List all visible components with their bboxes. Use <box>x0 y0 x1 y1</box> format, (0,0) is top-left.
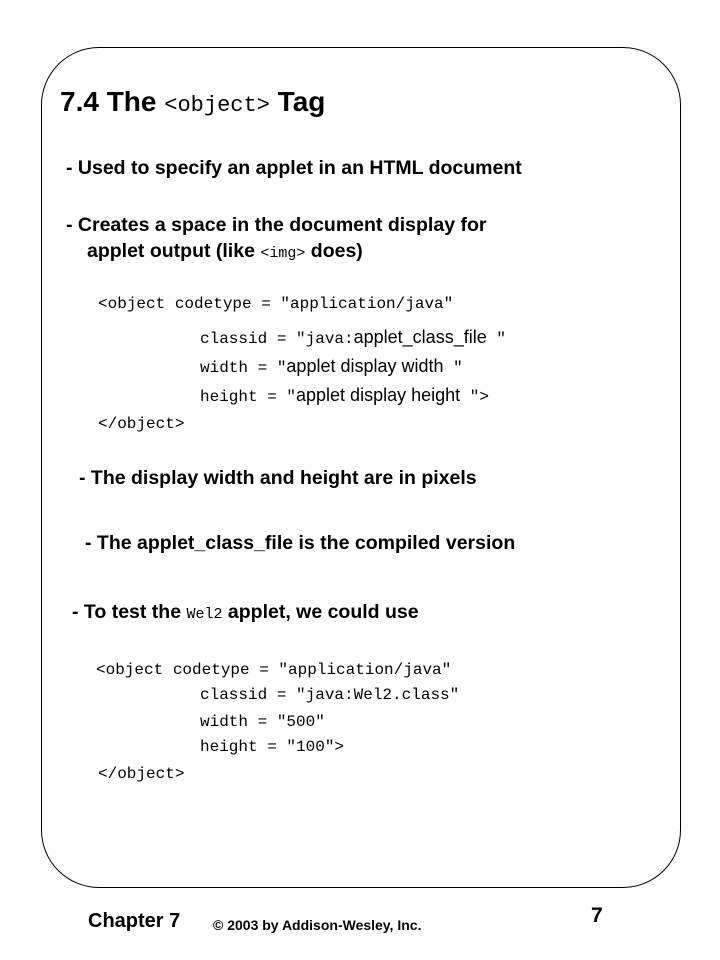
code2-line1: <object codetype = "application/java" <box>96 661 452 679</box>
code2-line4: height = "100"> <box>200 738 345 756</box>
bullet-creates-space-line2: applet output (like <img> does) <box>87 240 363 262</box>
footer-copyright: © 2003 by Addison-Wesley, Inc. <box>213 917 422 933</box>
page-number: 7 <box>591 904 603 927</box>
code1-line3: width = "applet display width " <box>200 356 463 377</box>
bullet-class-file-compiled: - The applet_class_file is the compiled version <box>85 532 516 554</box>
code1-line2: classid = "java:applet_class_file " <box>200 327 506 348</box>
code2-line3: width = "500" <box>200 713 325 731</box>
slide-title <box>60 86 325 118</box>
code1-line1: <object codetype = "application/java" <box>98 295 454 313</box>
code1-line5: </object> <box>98 415 185 433</box>
code2-line2: classid = "java:Wel2.class" <box>200 686 460 704</box>
code2-line5: </object> <box>98 765 185 783</box>
wel2-code: Wel2 <box>186 606 223 623</box>
bullet-creates-space-line1: - Creates a space in the document display for <box>66 214 487 236</box>
img-tag-code: <img> <box>260 245 306 262</box>
title-prefix: 7.4 The <box>60 86 165 117</box>
title-suffix: Tag <box>269 86 326 117</box>
bullet-display-pixels: - The display width and height are in pixels <box>79 467 477 489</box>
code1-line4: height = "applet display height "> <box>200 385 489 406</box>
footer-chapter: Chapter 7 <box>88 910 181 932</box>
title-tag: <object> <box>164 93 270 118</box>
bullet-used-to-specify: - Used to specify an applet in an HTML document <box>66 157 522 179</box>
bullet-test-applet: - To test the Wel2 applet, we could use <box>72 601 419 623</box>
